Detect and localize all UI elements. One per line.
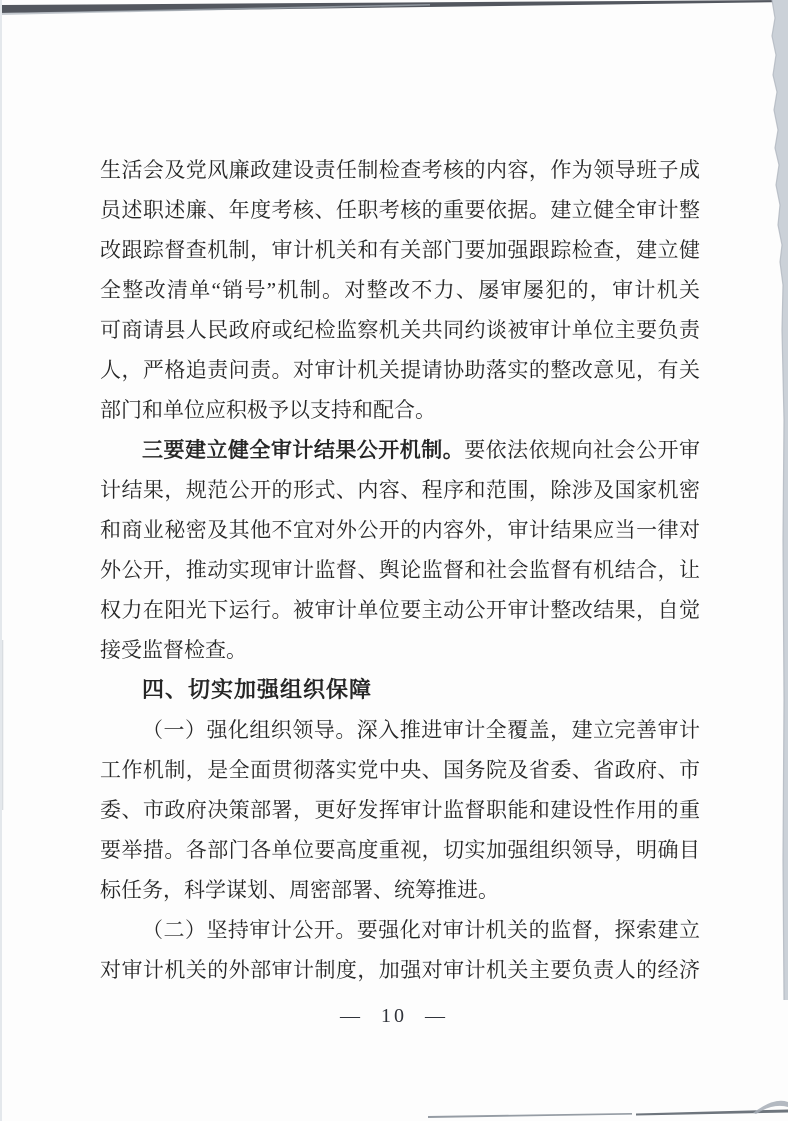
document-line <box>100 550 700 590</box>
text-run: 委、市政府决策部署，更好发挥审计监督职能和建设性作用的重 <box>100 798 700 822</box>
document-line <box>100 630 700 670</box>
document-line <box>100 950 700 990</box>
bold-run: 三要建立健全审计结果公开机制。 <box>142 438 465 462</box>
document-line <box>100 270 700 310</box>
document-line <box>100 750 700 790</box>
text-run: 员述职述廉、年度考核、任职考核的重要依据。建立健全审计整 <box>100 198 700 222</box>
text-run: 工作机制，是全面贯彻落实党中央、国务院及省委、省政府、市 <box>100 758 700 782</box>
document-line <box>100 590 700 630</box>
text-run: 标任务，科学谋划、周密部署、统筹推进。 <box>100 878 499 902</box>
document-line <box>100 430 700 470</box>
document-text <box>100 150 700 990</box>
section-heading <box>100 670 700 710</box>
scan-edge-right-torn-line <box>772 0 784 1000</box>
document-line <box>100 470 700 510</box>
document-line <box>100 390 700 430</box>
scan-edge-left-streak <box>2 640 3 810</box>
text-run: 要举措。各部门各单位要高度重视，切实加强组织领导，明确目 <box>100 838 700 862</box>
scan-edge-top-shadow <box>0 4 430 15</box>
text-run: 全整改清单“销号”机制。对整改不力、屡审屡犯的，审计机关 <box>100 278 700 302</box>
text-run: （二）坚持审计公开。要强化对审计机关的监督，探索建立 <box>142 918 700 942</box>
text-run: 人，严格追责问责。对审计机关提请协助落实的整改意见，有关 <box>100 358 700 382</box>
scan-edge-right-torn <box>772 0 788 1000</box>
scan-edge-top <box>0 0 788 13</box>
text-run: 接受监督检查。 <box>100 638 247 662</box>
text-run: 要依法依规向社会公开审 <box>464 438 701 462</box>
page-number: — 10 — <box>340 1005 448 1027</box>
document-line <box>100 790 700 830</box>
document-line <box>100 910 700 950</box>
document-line <box>100 350 700 390</box>
document-line <box>100 830 700 870</box>
bold-run: 四、切实加强组织保障 <box>142 677 373 702</box>
document-line <box>100 310 700 350</box>
text-run: 改跟踪督查机制，审计机关和有关部门要加强跟踪检查，建立健 <box>100 238 700 262</box>
text-run: 对审计机关的外部审计制度，加强对审计机关主要负责人的经济 <box>100 958 700 982</box>
text-run: 和商业秘密及其他不宜对外公开的内容外，审计结果应当一律对 <box>100 518 700 542</box>
text-run: 计结果，规范公开的形式、内容、程序和范围，除涉及国家机密 <box>100 478 700 502</box>
document-line <box>100 510 700 550</box>
text-run: 部门和单位应积极予以支持和配合。 <box>100 398 436 422</box>
page-curl-mark <box>753 1101 788 1114</box>
text-run: 权力在阳光下运行。被审计单位要主动公开审计整改结果，自觉 <box>100 598 700 622</box>
text-run: （一）强化组织领导。深入推进审计全覆盖，建立完善审计 <box>142 718 700 742</box>
scan-edge-bottom-left <box>428 1113 632 1118</box>
document-line <box>100 870 700 910</box>
text-run: 外公开，推动实现审计监督、舆论监督和社会监督有机结合，让 <box>100 558 700 582</box>
document-line <box>100 230 700 270</box>
document-line <box>100 710 700 750</box>
document-line <box>100 150 700 190</box>
document-line <box>100 190 700 230</box>
scan-edge-left <box>0 0 2 1121</box>
text-run: 可商请县人民政府或纪检监察机关共同约谈被审计单位主要负责 <box>100 318 700 342</box>
text-run: 生活会及党风廉政建设责任制检查考核的内容，作为领导班子成 <box>100 158 700 182</box>
scan-edge-bottom-right <box>636 1110 788 1116</box>
